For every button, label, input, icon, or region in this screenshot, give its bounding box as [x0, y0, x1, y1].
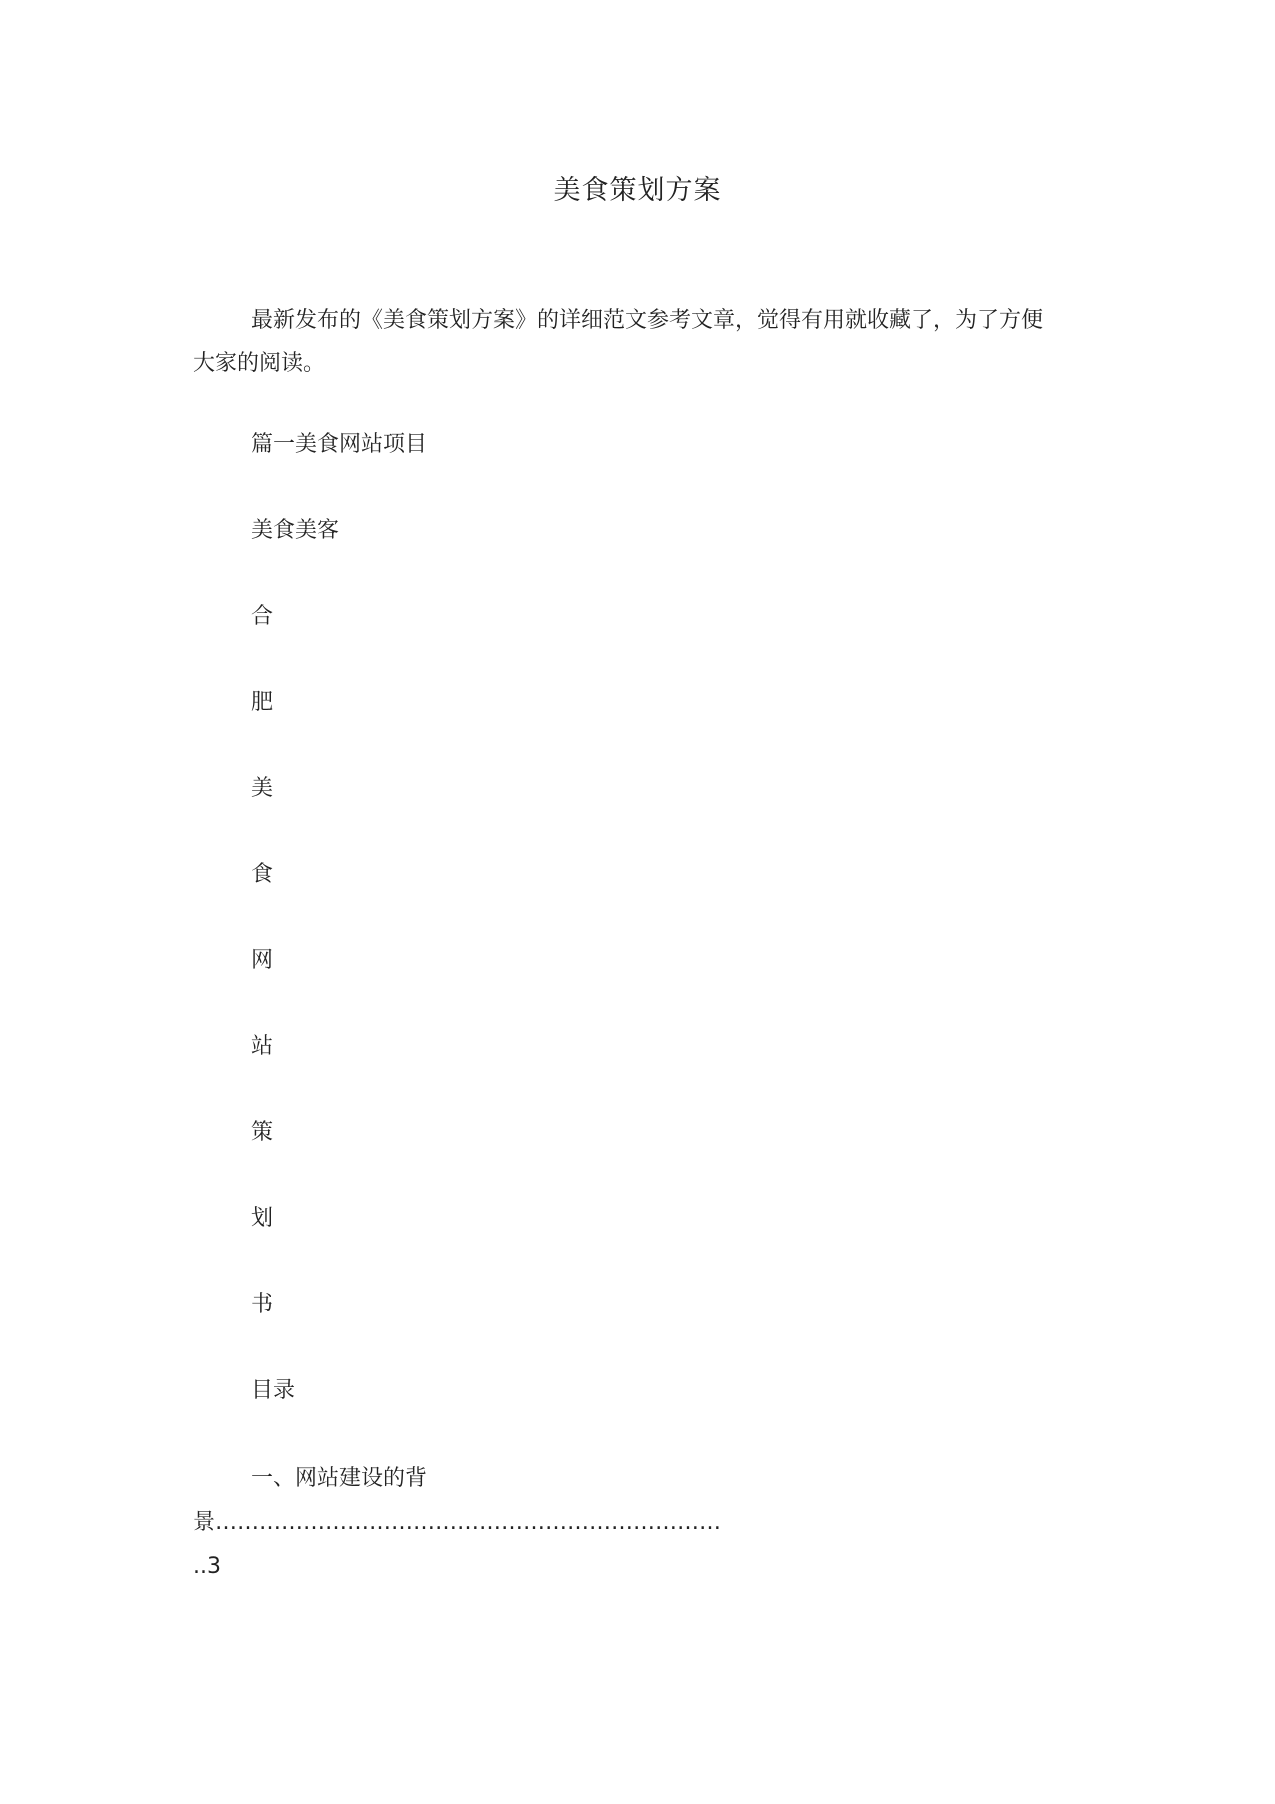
title-char-line: 策: [251, 1120, 274, 1145]
title-char-line: 合: [251, 604, 274, 629]
toc-entry-page-number: ..3: [193, 1554, 221, 1579]
subtitle-line: 美食美客: [251, 518, 340, 543]
toc-entry-continuation: 景……………………………………………………………: [193, 1510, 722, 1535]
document-title: 美食策划方案: [553, 175, 722, 206]
intro-paragraph: 最新发布的《美食策划方案》的详细范文参考文章，觉得有用就收藏了，为了方便大家的阅读。: [193, 308, 1044, 376]
toc-entry-lead: 一、网站建设的背: [251, 1466, 428, 1491]
title-char-line: 肥: [251, 690, 274, 715]
section-heading: 篇一美食网站项目: [251, 432, 428, 457]
title-char-line: 站: [251, 1034, 274, 1059]
title-char-line: 划: [251, 1206, 274, 1231]
toc-heading: 目录: [251, 1378, 296, 1403]
title-char-line: 网: [251, 948, 274, 973]
title-char-line: 食: [251, 862, 274, 887]
title-char-line: 美: [251, 776, 274, 801]
title-char-line: 书: [251, 1292, 274, 1317]
